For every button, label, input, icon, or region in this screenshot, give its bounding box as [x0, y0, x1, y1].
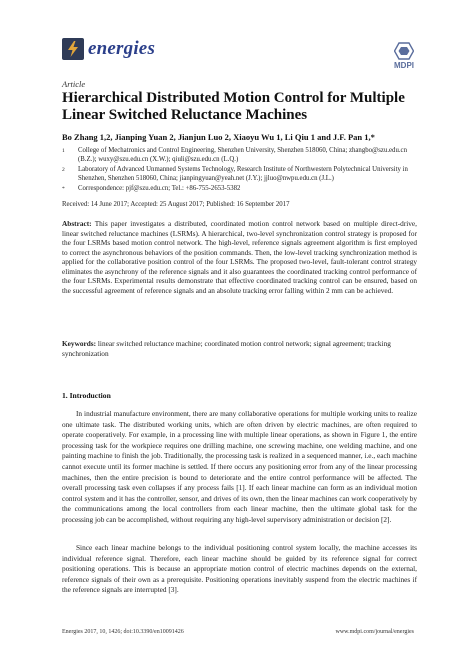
affiliation-number: 1 [62, 148, 65, 154]
journal-name: energies [88, 38, 156, 59]
energies-logo-icon [62, 38, 84, 60]
section-heading-introduction: 1. Introduction [62, 391, 111, 400]
footer-citation: Energies 2017, 10, 1426; doi:10.3390/en10091426 [62, 629, 184, 635]
abstract-text: This paper investigates a distributed, coordinated motion control network based on multiple direct-drive, linear switched reluctance machines (LSRMs). A hierarchical, two-level synchronization control strategy is proposed for the four LSRMs based motion control network. The high-level, reference signals agreement algorithm is first employed to correct the asynchronous behaviors of the position commands. Then, the low-level tracking synchronization method is applied for the collaborative position control of the four LSRMs. The proposed two-level, fault-tolerant control strategy eliminates the asynchrony of the reference signals and it also guarantees the coordinated tracking control performance of the four LSRMs. Experimental results demonstrate that effective coordinated tracking control can be ensured, based on the successful agreement of reference signals and an absolute tracking error falling within 2 mm can be achieved. [62, 219, 417, 295]
footer-journal-url[interactable]: www.mdpi.com/journal/energies [335, 629, 414, 635]
keywords-text: linear switched reluctance machine; coordinated motion control network; signal agreement; tracking synchronization [62, 339, 391, 358]
affiliation-text: Laboratory of Advanced Unmanned Systems Technology, Research Institute of Northwestern Polytechnical University in Shenzhen, Shenzhen 518060, China; jianpingyuan@yeah.net (J.Y.); jjluo@nwpu.edu.cn (J.L.) [78, 166, 408, 182]
intro-paragraph-1: In industrial manufacture environment, there are many collaborative operations for multiple working units to realize one ultimate task. The distributed working units, which are often driven by electric machines, are often required to operate cooperatively. For example, in a processing line with multiple linear operations, as shown in Figure 1, the entire processing task for the workpiece requires one drilling machine, one screwing machine, one welding machine, and one painting machine to finish the job. Traditionally, the processing task is realized in a sequenced manner, i.e., each machine cannot execute until its former machine is settled. If there occurs any positioning error from any of the linear processing machines, then the entire precision is bound to deteriorate and the entire control performance will be affected. The overall processing task even collapses if any process fails [1]. If each linear machine can form as an individual motion control system and it has the controller, sensor, and drives of its own, then the linear machines can work cooperatively by the communications among the local controllers from each linear machine, then the ultimate global task for the processing job can be accomplished, without requiring any high-level supervisory administration or decision [2]. [62, 409, 417, 524]
publication-dates: Received: 14 June 2017; Accepted: 25 August 2017; Published: 16 September 2017 [62, 201, 290, 208]
correspondence-mark: * [62, 186, 65, 192]
keywords-label: Keywords: [62, 339, 97, 348]
author-list: Bo Zhang 1,2, Jianping Yuan 2, Jianjun Luo 2, Xiaoyu Wu 1, Li Qiu 1 and J.F. Pan 1,* [62, 132, 375, 142]
affiliation-1 [62, 147, 417, 164]
paper-title: Hierarchical Distributed Motion Control for Multiple Linear Switched Reluctance Machines [62, 90, 405, 123]
publisher-logo[interactable] [394, 42, 414, 70]
affiliation-2 [62, 166, 417, 183]
intro-paragraph-2: Since each linear machine belongs to the individual positioning control system locally, the machine accesses its individual reference signal. Therefore, each linear machine should be guided by its reference signal for correct positioning operations. This is because an appropriate motion control of electric machines depends on the external, reference signals of their own as a prerequisite. Positioning operations inevitably suspend from the electric machines if the reference signals are interrupted [3]. [62, 543, 417, 595]
abstract [62, 219, 417, 295]
affiliation-text: College of Mechatronics and Control Engineering, Shenzhen University, Shenzhen 518060, China; zhangbo@szu.edu.cn (B.Z.); wuxy@szu.edu.cn (X.W.); qiuli@szu.edu.cn (L.Q.) [78, 147, 407, 163]
publisher-name: MDPI [394, 61, 414, 70]
affiliation-number: 2 [62, 167, 65, 173]
abstract-label: Abstract: [62, 219, 92, 228]
mdpi-hexagon-icon [394, 42, 414, 60]
correspondence [62, 185, 417, 194]
article-type: Article [62, 79, 86, 89]
keywords [62, 339, 417, 358]
correspondence-text: Correspondence: pjf@szu.edu.cn; Tel.: +86-755-2653-5382 [78, 185, 241, 192]
journal-logo[interactable] [62, 38, 155, 60]
